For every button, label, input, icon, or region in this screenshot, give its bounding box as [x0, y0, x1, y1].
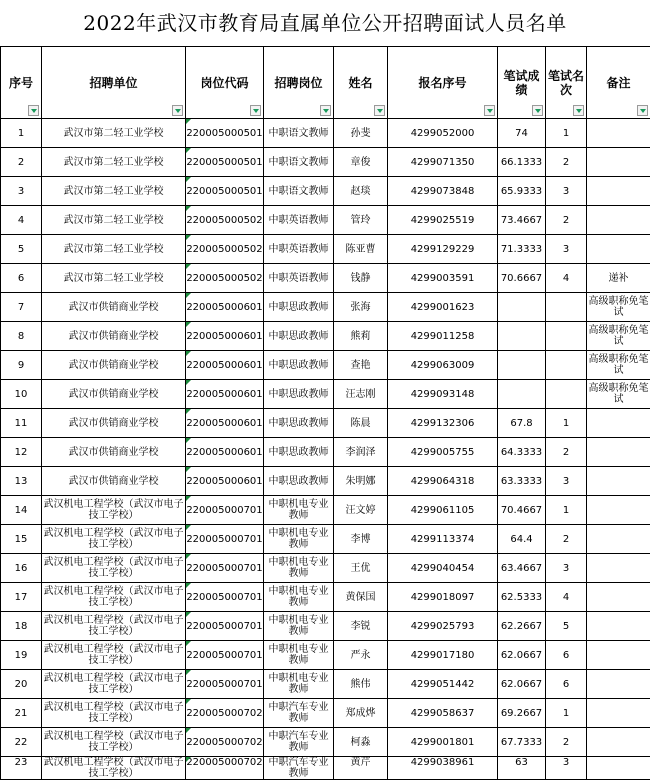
- cell-score[interactable]: 71.3333: [498, 235, 546, 264]
- cell-reg[interactable]: 4299025519: [388, 206, 498, 235]
- cell-seq[interactable]: 5: [1, 235, 42, 264]
- cell-rank[interactable]: 4: [546, 583, 587, 612]
- cell-score[interactable]: 70.4667: [498, 496, 546, 525]
- filter-dropdown-icon[interactable]: [250, 105, 261, 116]
- cell-reg[interactable]: 4299005755: [388, 438, 498, 467]
- table-row[interactable]: [1, 409, 650, 438]
- cell-position[interactable]: 中职机电专业教师: [264, 641, 334, 670]
- cell-seq[interactable]: 8: [1, 322, 42, 351]
- cell-note[interactable]: 高级职称免笔试: [587, 293, 650, 322]
- cell-seq[interactable]: 12: [1, 438, 42, 467]
- cell-rank[interactable]: 2: [546, 206, 587, 235]
- cell-code[interactable]: 220005000601: [186, 438, 264, 467]
- table-row[interactable]: [1, 206, 650, 235]
- cell-seq[interactable]: 19: [1, 641, 42, 670]
- table-row[interactable]: [1, 235, 650, 264]
- cell-code[interactable]: 220005000701: [186, 525, 264, 554]
- cell-note[interactable]: 高级职称免笔试: [587, 322, 650, 351]
- cell-rank[interactable]: 1: [546, 119, 587, 148]
- cell-position[interactable]: 中职思政教师: [264, 380, 334, 409]
- cell-position[interactable]: 中职英语教师: [264, 235, 334, 264]
- header-rank: 笔试名次: [546, 47, 587, 119]
- cell-seq[interactable]: 7: [1, 293, 42, 322]
- cell-score[interactable]: 64.4: [498, 525, 546, 554]
- filter-dropdown-icon[interactable]: [374, 105, 385, 116]
- header-note: 备注: [587, 47, 650, 119]
- cell-reg[interactable]: 4299011258: [388, 322, 498, 351]
- cell-unit[interactable]: 武汉机电工程学校（武汉市电子技工学校）: [42, 496, 186, 525]
- cell-rank[interactable]: [546, 293, 587, 322]
- filter-dropdown-icon[interactable]: [484, 105, 495, 116]
- cell-seq[interactable]: 4: [1, 206, 42, 235]
- table-row[interactable]: [1, 496, 650, 525]
- cell-note[interactable]: [587, 235, 650, 264]
- cell-score[interactable]: 66.1333: [498, 148, 546, 177]
- table-row[interactable]: [1, 293, 650, 322]
- cell-seq[interactable]: 16: [1, 554, 42, 583]
- cell-score[interactable]: 70.6667: [498, 264, 546, 293]
- cell-code[interactable]: 220005000701: [186, 496, 264, 525]
- cell-score[interactable]: 73.4667: [498, 206, 546, 235]
- cell-rank[interactable]: 1: [546, 409, 587, 438]
- cell-rank[interactable]: 3: [546, 177, 587, 206]
- table-row[interactable]: [1, 670, 650, 699]
- cell-reg[interactable]: 4299038961: [388, 757, 498, 780]
- table-row[interactable]: [1, 322, 650, 351]
- cell-name[interactable]: 张海: [334, 293, 388, 322]
- cell-score[interactable]: 63: [498, 757, 546, 780]
- cell-name[interactable]: 钱静: [334, 264, 388, 293]
- cell-code[interactable]: 220005000701: [186, 641, 264, 670]
- cell-unit[interactable]: 武汉市供销商业学校: [42, 467, 186, 496]
- cell-seq[interactable]: 10: [1, 380, 42, 409]
- cell-note[interactable]: [587, 583, 650, 612]
- table-body: [1, 119, 650, 780]
- cell-name[interactable]: 汪文婷: [334, 496, 388, 525]
- cell-unit[interactable]: 武汉市第二轻工业学校: [42, 206, 186, 235]
- table-row[interactable]: [1, 148, 650, 177]
- table-row[interactable]: [1, 757, 650, 780]
- cell-score[interactable]: [498, 351, 546, 380]
- cell-rank[interactable]: [546, 322, 587, 351]
- cell-reg[interactable]: 4299064318: [388, 467, 498, 496]
- cell-seq[interactable]: 11: [1, 409, 42, 438]
- cell-code[interactable]: 220005000601: [186, 322, 264, 351]
- candidates-table: [0, 46, 650, 780]
- filter-dropdown-icon[interactable]: [532, 105, 543, 116]
- table-row[interactable]: [1, 438, 650, 467]
- cell-name[interactable]: 李博: [334, 525, 388, 554]
- cell-code[interactable]: 220005000701: [186, 612, 264, 641]
- cell-reg[interactable]: 4299058637: [388, 699, 498, 728]
- cell-code[interactable]: 220005000701: [186, 583, 264, 612]
- cell-reg[interactable]: 4299001623: [388, 293, 498, 322]
- cell-unit[interactable]: 武汉机电工程学校（武汉市电子技工学校）: [42, 583, 186, 612]
- cell-reg[interactable]: 4299040454: [388, 554, 498, 583]
- cell-rank[interactable]: 4: [546, 264, 587, 293]
- cell-code[interactable]: 220005000501: [186, 148, 264, 177]
- cell-note[interactable]: [587, 438, 650, 467]
- filter-dropdown-icon[interactable]: [28, 105, 39, 116]
- table-row[interactable]: [1, 351, 650, 380]
- cell-rank[interactable]: [546, 351, 587, 380]
- table-row[interactable]: [1, 554, 650, 583]
- cell-name[interactable]: 孙斐: [334, 119, 388, 148]
- cell-name[interactable]: 王优: [334, 554, 388, 583]
- cell-reg[interactable]: 4299052000: [388, 119, 498, 148]
- cell-position[interactable]: 中职语文教师: [264, 148, 334, 177]
- cell-position[interactable]: 中职机电专业教师: [264, 525, 334, 554]
- cell-note[interactable]: [587, 728, 650, 757]
- cell-note[interactable]: [587, 757, 650, 780]
- cell-position[interactable]: 中职思政教师: [264, 467, 334, 496]
- cell-note[interactable]: [587, 699, 650, 728]
- cell-rank[interactable]: 1: [546, 496, 587, 525]
- cell-name[interactable]: 黄保国: [334, 583, 388, 612]
- cell-position[interactable]: 中职机电专业教师: [264, 612, 334, 641]
- cell-code[interactable]: 220005000601: [186, 467, 264, 496]
- cell-note[interactable]: [587, 496, 650, 525]
- table-row[interactable]: [1, 612, 650, 641]
- cell-position[interactable]: 中职英语教师: [264, 206, 334, 235]
- cell-unit[interactable]: 武汉市供销商业学校: [42, 351, 186, 380]
- cell-note[interactable]: [587, 525, 650, 554]
- filter-dropdown-icon[interactable]: [320, 105, 331, 116]
- table-row[interactable]: [1, 525, 650, 554]
- header-code: 岗位代码: [186, 47, 264, 119]
- cell-note[interactable]: [587, 467, 650, 496]
- cell-position[interactable]: 中职思政教师: [264, 293, 334, 322]
- cell-score[interactable]: 74: [498, 119, 546, 148]
- page-title: 2022年武汉市教育局直属单位公开招聘面试人员名单: [83, 11, 567, 35]
- table-row[interactable]: [1, 641, 650, 670]
- cell-unit[interactable]: 武汉机电工程学校（武汉市电子技工学校）: [42, 641, 186, 670]
- cell-score[interactable]: 65.9333: [498, 177, 546, 206]
- cell-position[interactable]: 中职语文教师: [264, 177, 334, 206]
- cell-note[interactable]: [587, 641, 650, 670]
- cell-seq[interactable]: 9: [1, 351, 42, 380]
- table-row[interactable]: [1, 467, 650, 496]
- cell-note[interactable]: [587, 670, 650, 699]
- cell-rank[interactable]: 1: [546, 699, 587, 728]
- cell-position[interactable]: 中职汽车专业教师: [264, 728, 334, 757]
- cell-position[interactable]: 中职机电专业教师: [264, 670, 334, 699]
- cell-name[interactable]: 严永: [334, 641, 388, 670]
- cell-note[interactable]: [587, 148, 650, 177]
- cell-reg[interactable]: 4299129229: [388, 235, 498, 264]
- cell-unit[interactable]: 武汉机电工程学校（武汉市电子技工学校）: [43, 757, 184, 779]
- cell-code[interactable]: 220005000702: [186, 699, 264, 728]
- table-row[interactable]: [1, 177, 650, 206]
- filter-dropdown-icon[interactable]: [573, 105, 584, 116]
- cell-reg[interactable]: 4299001801: [388, 728, 498, 757]
- table-row[interactable]: [1, 699, 650, 728]
- cell-seq[interactable]: 3: [1, 177, 42, 206]
- cell-note[interactable]: [587, 612, 650, 641]
- cell-unit[interactable]: 武汉机电工程学校（武汉市电子技工学校）: [42, 728, 186, 757]
- cell-note[interactable]: 高级职称免笔试: [587, 380, 650, 409]
- cell-note[interactable]: [587, 177, 650, 206]
- cell-score[interactable]: [498, 293, 546, 322]
- cell-seq[interactable]: 17: [1, 583, 42, 612]
- cell-seq[interactable]: 2: [1, 148, 42, 177]
- cell-unit[interactable]: 武汉机电工程学校（武汉市电子技工学校）: [42, 612, 186, 641]
- cell-name[interactable]: 查艳: [334, 351, 388, 380]
- cell-rank[interactable]: 2: [546, 438, 587, 467]
- cell-position[interactable]: 中职英语教师: [264, 264, 334, 293]
- cell-unit[interactable]: 武汉机电工程学校（武汉市电子技工学校）: [42, 699, 186, 728]
- header-position: 招聘岗位: [264, 47, 334, 119]
- cell-code[interactable]: 220005000601: [186, 351, 264, 380]
- cell-position[interactable]: 中职思政教师: [264, 438, 334, 467]
- cell-seq[interactable]: 22: [1, 728, 42, 757]
- filter-dropdown-icon[interactable]: [637, 105, 648, 116]
- cell-note[interactable]: 递补: [587, 264, 650, 293]
- cell-seq[interactable]: 14: [1, 496, 42, 525]
- cell-position[interactable]: 中职思政教师: [264, 409, 334, 438]
- cell-code[interactable]: 220005000601: [186, 380, 264, 409]
- cell-position[interactable]: 中职思政教师: [264, 322, 334, 351]
- cell-name[interactable]: 黄芹: [334, 757, 388, 780]
- cell-score[interactable]: 62.5333: [498, 583, 546, 612]
- cell-score[interactable]: 67.7333: [498, 728, 546, 757]
- cell-rank[interactable]: 3: [546, 235, 587, 264]
- cell-rank[interactable]: 2: [546, 728, 587, 757]
- header-name: 姓名: [334, 47, 388, 119]
- cell-name[interactable]: 熊莉: [334, 322, 388, 351]
- cell-code[interactable]: 220005000702: [186, 757, 264, 780]
- cell-reg[interactable]: 4299003591: [388, 264, 498, 293]
- cell-position[interactable]: 中职思政教师: [264, 351, 334, 380]
- filter-dropdown-icon[interactable]: [172, 105, 183, 116]
- cell-position[interactable]: 中职机电专业教师: [264, 496, 334, 525]
- cell-unit[interactable]: 武汉市第二轻工业学校: [42, 119, 186, 148]
- cell-unit[interactable]: 武汉机电工程学校（武汉市电子技工学校）: [42, 554, 186, 583]
- table-row[interactable]: [1, 380, 650, 409]
- cell-name[interactable]: 李润泽: [334, 438, 388, 467]
- cell-reg[interactable]: 4299113374: [388, 525, 498, 554]
- cell-score[interactable]: 64.3333: [498, 438, 546, 467]
- cell-code[interactable]: 220005000502: [186, 264, 264, 293]
- cell-score[interactable]: 62.0667: [498, 670, 546, 699]
- cell-rank[interactable]: 6: [546, 670, 587, 699]
- cell-reg[interactable]: 4299061105: [388, 496, 498, 525]
- cell-note[interactable]: [587, 119, 650, 148]
- cell-code[interactable]: 220005000601: [186, 409, 264, 438]
- cell-name[interactable]: 郑成烨: [334, 699, 388, 728]
- cell-position[interactable]: 中职语文教师: [264, 119, 334, 148]
- cell-code[interactable]: 220005000702: [186, 728, 264, 757]
- cell-seq[interactable]: 23: [1, 757, 42, 780]
- cell-score[interactable]: 63.3333: [498, 467, 546, 496]
- cell-code[interactable]: 220005000502: [186, 235, 264, 264]
- cell-code[interactable]: 220005000701: [186, 554, 264, 583]
- table-row[interactable]: [1, 119, 650, 148]
- cell-code[interactable]: 220005000501: [186, 177, 264, 206]
- cell-seq[interactable]: 1: [1, 119, 42, 148]
- cell-unit[interactable]: 武汉市供销商业学校: [42, 438, 186, 467]
- cell-reg[interactable]: 4299063009: [388, 351, 498, 380]
- cell-position[interactable]: 中职汽车专业教师: [264, 699, 334, 728]
- cell-unit[interactable]: 武汉市第二轻工业学校: [42, 235, 186, 264]
- cell-score[interactable]: 63.4667: [498, 554, 546, 583]
- cell-name[interactable]: 陈晨: [334, 409, 388, 438]
- cell-code[interactable]: 220005000701: [186, 670, 264, 699]
- header-unit: 招聘单位: [42, 47, 186, 119]
- cell-rank[interactable]: 2: [546, 148, 587, 177]
- table-row[interactable]: [1, 728, 650, 757]
- cell-unit[interactable]: 武汉市供销商业学校: [42, 322, 186, 351]
- cell-score[interactable]: 62.2667: [498, 612, 546, 641]
- cell-reg[interactable]: 4299132306: [388, 409, 498, 438]
- cell-unit[interactable]: 武汉市供销商业学校: [42, 293, 186, 322]
- cell-seq[interactable]: 18: [1, 612, 42, 641]
- cell-name[interactable]: 李锐: [334, 612, 388, 641]
- cell-score[interactable]: 69.2667: [498, 699, 546, 728]
- cell-name[interactable]: 陈亚曹: [334, 235, 388, 264]
- cell-unit[interactable]: 武汉机电工程学校（武汉市电子技工学校）: [42, 670, 186, 699]
- cell-reg[interactable]: 4299073848: [388, 177, 498, 206]
- cell-note[interactable]: [587, 409, 650, 438]
- cell-seq[interactable]: 15: [1, 525, 42, 554]
- cell-position[interactable]: 中职汽车专业教师: [264, 757, 334, 780]
- cell-position[interactable]: 中职机电专业教师: [264, 583, 334, 612]
- cell-reg[interactable]: 4299093148: [388, 380, 498, 409]
- cell-name[interactable]: 管玲: [334, 206, 388, 235]
- cell-name[interactable]: 赵琰: [334, 177, 388, 206]
- cell-reg[interactable]: 4299018097: [388, 583, 498, 612]
- cell-score[interactable]: [498, 380, 546, 409]
- cell-unit[interactable]: 武汉市第二轻工业学校: [42, 264, 186, 293]
- table-row[interactable]: [1, 264, 650, 293]
- cell-rank[interactable]: 3: [546, 757, 587, 780]
- cell-note[interactable]: [587, 206, 650, 235]
- cell-rank[interactable]: 5: [546, 612, 587, 641]
- cell-seq[interactable]: 20: [1, 670, 42, 699]
- header-reg: 报名序号: [388, 47, 498, 119]
- cell-rank[interactable]: 3: [546, 467, 587, 496]
- cell-name[interactable]: 汪志刚: [334, 380, 388, 409]
- cell-seq[interactable]: 6: [1, 264, 42, 293]
- cell-rank[interactable]: [546, 380, 587, 409]
- cell-position[interactable]: 中职机电专业教师: [264, 554, 334, 583]
- cell-name[interactable]: 章俊: [334, 148, 388, 177]
- cell-unit[interactable]: 武汉市供销商业学校: [42, 409, 186, 438]
- cell-name[interactable]: 柯淼: [334, 728, 388, 757]
- table-row[interactable]: [1, 583, 650, 612]
- cell-seq[interactable]: 13: [1, 467, 42, 496]
- cell-code[interactable]: 220005000501: [186, 119, 264, 148]
- cell-reg[interactable]: 4299025793: [388, 612, 498, 641]
- cell-rank[interactable]: 6: [546, 641, 587, 670]
- cell-name[interactable]: 熊伟: [334, 670, 388, 699]
- cell-score[interactable]: 67.8: [498, 409, 546, 438]
- header-row: [1, 47, 650, 119]
- header-seq: 序号: [1, 47, 42, 119]
- cell-unit[interactable]: 武汉市供销商业学校: [42, 380, 186, 409]
- cell-unit[interactable]: 武汉市第二轻工业学校: [42, 148, 186, 177]
- cell-score[interactable]: [498, 322, 546, 351]
- header-score: 笔试成绩: [498, 47, 546, 119]
- cell-note[interactable]: 高级职称免笔试: [587, 351, 650, 380]
- cell-code[interactable]: 220005000502: [186, 206, 264, 235]
- cell-unit[interactable]: 武汉市第二轻工业学校: [42, 177, 186, 206]
- cell-name[interactable]: 朱明娜: [334, 467, 388, 496]
- cell-unit[interactable]: 武汉机电工程学校（武汉市电子技工学校）: [42, 525, 186, 554]
- cell-reg[interactable]: 4299017180: [388, 641, 498, 670]
- cell-note[interactable]: [587, 554, 650, 583]
- cell-score[interactable]: 62.0667: [498, 641, 546, 670]
- cell-reg[interactable]: 4299051442: [388, 670, 498, 699]
- cell-reg[interactable]: 4299071350: [388, 148, 498, 177]
- cell-seq[interactable]: 21: [1, 699, 42, 728]
- cell-rank[interactable]: 3: [546, 554, 587, 583]
- cell-rank[interactable]: 2: [546, 525, 587, 554]
- cell-code[interactable]: 220005000601: [186, 293, 264, 322]
